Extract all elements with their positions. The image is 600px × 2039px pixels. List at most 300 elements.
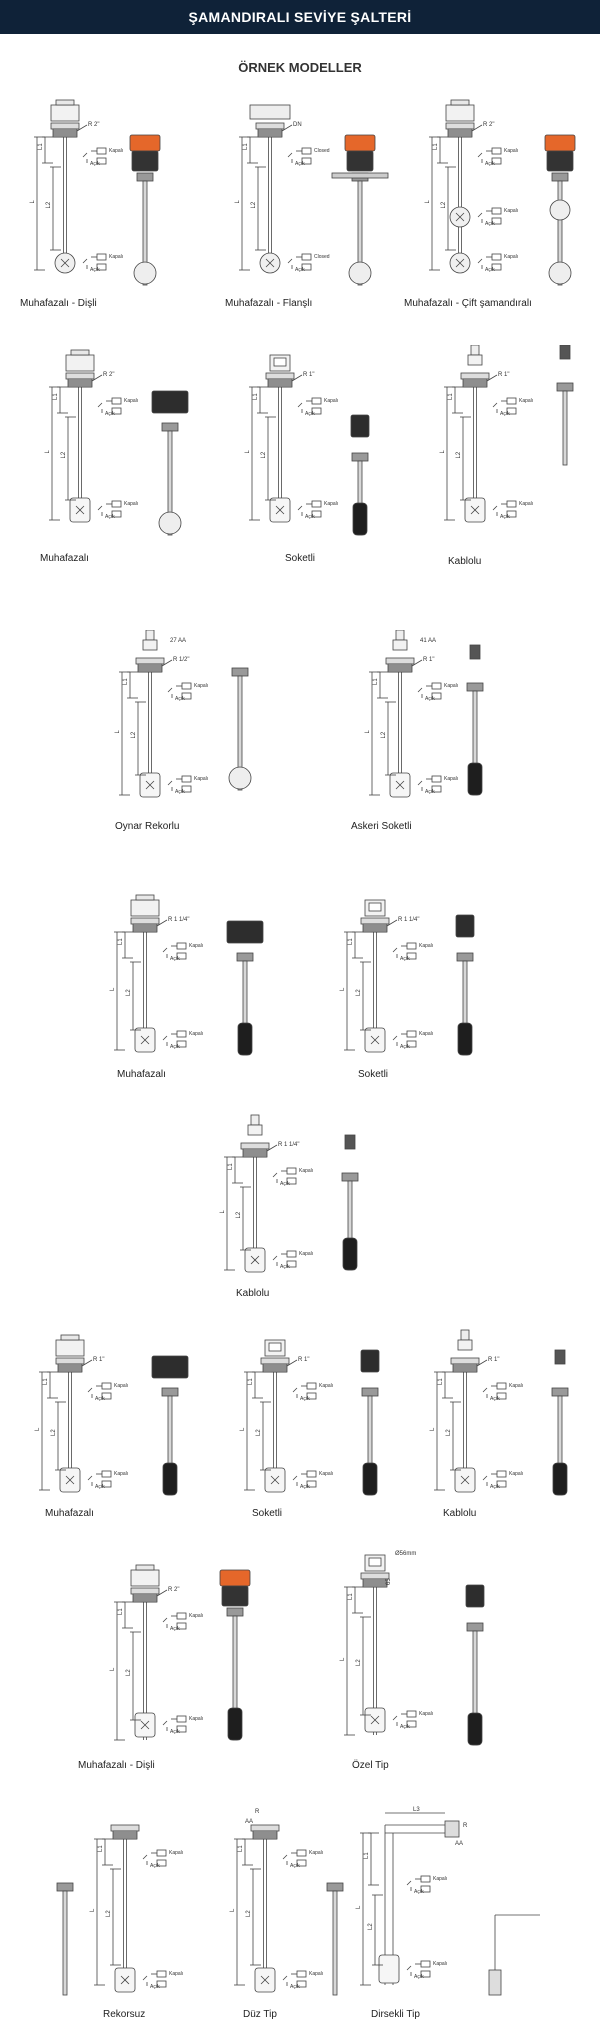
diagram-7 <box>95 630 275 815</box>
socket-face <box>274 358 286 366</box>
dimension-label: L <box>356 1905 362 1909</box>
cable-gland <box>555 1350 565 1364</box>
dimension-label: L <box>115 730 121 734</box>
thread-label: R 1" <box>488 1357 500 1363</box>
page-header <box>0 0 600 34</box>
switch-box <box>287 1168 296 1174</box>
switch-closed-label: Kapalı <box>504 254 519 260</box>
thread-label: R <box>255 1809 260 1815</box>
switch-open-label: Açık <box>290 1984 300 1990</box>
hex-nut <box>256 123 284 129</box>
float-cylinder-black <box>468 763 482 795</box>
thread <box>227 1608 243 1616</box>
cable-head <box>393 640 407 650</box>
thread-label: 27 AA <box>170 638 187 644</box>
switch-open-label: Açık <box>280 1181 290 1187</box>
switch-box <box>312 398 321 404</box>
switch-box <box>421 1876 430 1882</box>
switch-box <box>407 1711 416 1717</box>
switch-open-label: Açık <box>500 514 510 520</box>
switch-box <box>497 1383 506 1389</box>
thread <box>342 1173 358 1181</box>
housing-cap <box>56 100 74 105</box>
thread <box>457 953 473 961</box>
fitting <box>445 1821 459 1837</box>
model-caption: Kablolu <box>448 556 482 567</box>
orange-housing-cover <box>345 135 375 151</box>
switch-open-label: Açık <box>170 1729 180 1735</box>
rod-end <box>489 1970 501 1995</box>
drawing-line <box>293 1476 297 1480</box>
cable-gland <box>560 345 570 359</box>
hex-nut <box>56 1358 84 1364</box>
housing-cap <box>71 350 89 355</box>
model-caption: Muhafazalı - Dişli <box>20 298 97 309</box>
switch-box <box>507 501 516 507</box>
model-caption: Kablolu <box>236 1288 270 1299</box>
float-cylinder-black <box>458 1023 472 1055</box>
drawing-line <box>83 259 87 263</box>
rod <box>333 1891 337 1995</box>
diagram-16 <box>325 1535 525 1760</box>
dimension-label: L1 <box>253 393 259 400</box>
switch-box <box>182 683 191 689</box>
switch-open-label: Açık <box>425 789 435 795</box>
switch-box <box>407 1031 416 1037</box>
cable-head <box>248 1125 262 1135</box>
thread-label: AA <box>245 1819 254 1825</box>
drawing-line <box>493 506 497 510</box>
thread-label: AA <box>455 1841 464 1847</box>
diagram-12 <box>15 1325 200 1505</box>
switch-box <box>177 943 186 949</box>
drawing-line <box>83 153 87 157</box>
switch-box <box>432 683 441 689</box>
drawing-line <box>163 1618 167 1622</box>
switch-closed-label: Kapalı <box>109 148 124 154</box>
drawing-line <box>418 688 422 692</box>
hex-nut <box>51 123 79 129</box>
black-housing <box>152 1356 188 1378</box>
switch-open-label: Açık <box>485 267 495 273</box>
switch-open-label: Açık <box>295 267 305 273</box>
dimension-label: L2 <box>106 1910 112 1917</box>
socket-connector <box>361 1350 379 1372</box>
switch-box <box>297 1850 306 1856</box>
dimension-label: L2 <box>61 451 67 459</box>
switch-open-label: Açık <box>400 1044 410 1050</box>
drawing-line <box>88 1476 92 1480</box>
switch-closed-label: Kapalı <box>519 501 534 507</box>
model-caption: Askeri Soketli <box>351 821 412 832</box>
hex-nut <box>266 373 294 379</box>
housing <box>131 1570 159 1586</box>
switch-open-label: Açık <box>90 267 100 273</box>
float-ball <box>550 200 570 220</box>
flange <box>332 173 388 178</box>
switch-closed-label: Kapalı <box>194 683 209 689</box>
drawing-line <box>478 153 482 157</box>
switch-closed-label: Kapalı <box>194 776 209 782</box>
switch-closed-label: Kapalı <box>114 1471 129 1477</box>
diagram-11 <box>200 1110 375 1285</box>
dimension-label: L1 <box>438 1378 444 1385</box>
switch-closed-label: Kapalı <box>509 1471 524 1477</box>
housing-cap <box>136 1565 154 1570</box>
dimension-label: L1 <box>348 938 354 945</box>
dimension-label: L2 <box>51 1429 57 1436</box>
switch-box <box>421 1961 430 1967</box>
switch-open-label: Açık <box>400 956 410 962</box>
cable-gland <box>146 630 154 640</box>
hex-nut <box>131 918 159 924</box>
switch-box <box>157 1971 166 1977</box>
switch-box <box>497 1471 506 1477</box>
switch-open-label: Açık <box>305 411 315 417</box>
housing-cap <box>451 100 469 105</box>
dimension-label: L <box>340 987 346 991</box>
thread-label: R 1 1/4" <box>168 917 190 923</box>
housing <box>66 355 94 371</box>
diagram-10 <box>325 885 500 1065</box>
dimension-label: L <box>340 1657 346 1661</box>
model-caption: Kablolu <box>443 1508 477 1519</box>
model-caption: Rekorsuz <box>103 2009 146 2020</box>
dimension-label: L2 <box>236 1211 242 1219</box>
float-ball <box>159 512 181 534</box>
diagram-2 <box>220 95 400 295</box>
hex-nut <box>251 1825 279 1831</box>
diagram-4 <box>15 345 195 545</box>
thread-label: R 2" <box>88 122 100 128</box>
switch-open-label: Açık <box>150 1984 160 1990</box>
thread-label: R 2" <box>168 1587 180 1593</box>
cable-gland <box>470 645 480 659</box>
dimension-label: L2 <box>126 989 132 996</box>
dimension-label: 65 <box>386 1578 392 1585</box>
switch-closed-label: Kapalı <box>189 1716 204 1722</box>
dimension-label: L <box>35 1427 41 1431</box>
socket-connector <box>351 415 369 437</box>
dimension-label: L3 <box>413 1807 420 1813</box>
thread <box>557 383 573 391</box>
section-title: ÖRNEK MODELLER <box>238 60 362 75</box>
drawing-line <box>163 1721 167 1725</box>
thread <box>362 1388 378 1396</box>
float-cylinder-black <box>468 1713 482 1745</box>
dimension-label: L2 <box>46 201 52 209</box>
switch-open-label: Açık <box>485 161 495 167</box>
model-caption: Muhafazalı - Çift şamandıralı <box>404 298 532 309</box>
black-housing <box>152 391 188 413</box>
socket-connector <box>456 915 474 937</box>
dimension-label: L1 <box>118 1608 124 1615</box>
dimension-label: L <box>240 1427 246 1431</box>
hex-nut <box>451 1358 479 1364</box>
cable-gland <box>471 345 479 355</box>
drawing-line <box>298 506 302 510</box>
drawing-line <box>493 403 497 407</box>
orange-housing-cover <box>220 1570 250 1586</box>
switch-box <box>97 148 106 154</box>
dimension-label: L <box>430 1427 436 1431</box>
switch-closed-label: Kapalı <box>124 398 139 404</box>
switch-box <box>182 776 191 782</box>
float-cylinder <box>379 1955 399 1983</box>
housing-body <box>222 1586 248 1606</box>
float-cylinder-black <box>353 503 367 535</box>
socket-face <box>269 1343 281 1351</box>
switch-closed-label: Kapalı <box>509 1383 524 1389</box>
dimension-label: L1 <box>238 1845 244 1852</box>
housing <box>131 900 159 916</box>
dimension-label: L2 <box>126 1669 132 1676</box>
hex-nut <box>131 1588 159 1594</box>
switch-box <box>312 501 321 507</box>
switch-closed-label: Kapalı <box>504 148 519 154</box>
drawing-line <box>273 1256 277 1260</box>
float-ball <box>549 262 571 284</box>
switch-open-label: Açık <box>90 161 100 167</box>
housing-cap <box>61 1335 79 1340</box>
thread-label: R 1" <box>498 372 510 378</box>
dimension-label: L <box>230 1908 236 1912</box>
dimension-label: L2 <box>441 201 447 209</box>
hex-nut <box>446 123 474 129</box>
drawing-line <box>418 781 422 785</box>
drawing-line <box>273 1173 277 1177</box>
switch-box <box>307 1383 316 1389</box>
switch-closed-label: Closed <box>314 254 330 260</box>
drawing-line <box>393 1716 397 1720</box>
model-caption: Muhafazalı - Dişli <box>78 1760 155 1771</box>
hex-nut <box>361 918 389 924</box>
switch-closed-label: Kapalı <box>319 1383 334 1389</box>
socket-face <box>369 1558 381 1566</box>
drawing-line <box>288 259 292 263</box>
page-title: ŞAMANDIRALI SEVİYE ŞALTERİ <box>188 9 412 25</box>
drawing-line <box>298 403 302 407</box>
dimension-label: L <box>440 450 446 454</box>
rod <box>563 391 567 465</box>
cable-gland <box>345 1135 355 1149</box>
dimension-label: L2 <box>446 1429 452 1436</box>
model-caption: Dirsekli Tip <box>371 2009 420 2020</box>
drawing-line <box>478 213 482 217</box>
switch-open-label: Açık <box>280 1264 290 1270</box>
model-caption: Özel Tip <box>352 1760 389 1771</box>
cable-head <box>143 640 157 650</box>
float-ball <box>134 262 156 284</box>
dimension-label: L <box>45 450 51 454</box>
dimension-label: L1 <box>348 1593 354 1600</box>
switch-closed-label: Kapalı <box>419 1031 434 1037</box>
housing <box>51 105 79 121</box>
dimension-label: L <box>90 1908 96 1912</box>
drawing-line <box>288 153 292 157</box>
switch-box <box>302 254 311 260</box>
dimension-label: L1 <box>43 1378 49 1385</box>
thread-label: R 2" <box>483 122 495 128</box>
dimension-label: L <box>425 200 431 204</box>
dimension-label: L1 <box>123 678 129 685</box>
float-cylinder-black <box>553 1463 567 1495</box>
thread-label: R 1 1/4" <box>278 1142 300 1148</box>
switch-closed-label: Kapalı <box>189 1031 204 1037</box>
diagram-1 <box>15 95 175 295</box>
diagram-18 <box>225 1805 355 2005</box>
dimension-label: L1 <box>228 1163 234 1170</box>
thread-label: R 1" <box>93 1357 105 1363</box>
switch-box <box>432 776 441 782</box>
model-caption: Oynar Rekorlu <box>115 821 180 832</box>
hex-nut <box>361 1573 389 1579</box>
switch-open-label: Açık <box>490 1484 500 1490</box>
hex-nut <box>111 1825 139 1831</box>
switch-closed-label: Kapalı <box>189 1613 204 1619</box>
switch-open-label: Açık <box>485 221 495 227</box>
diagram-5 <box>225 345 385 545</box>
thread <box>162 1388 178 1396</box>
switch-box <box>507 398 516 404</box>
dimension-label: L1 <box>448 393 454 400</box>
switch-closed-label: Kapalı <box>324 398 339 404</box>
float-cylinder-black <box>228 1708 242 1740</box>
switch-open-label: Açık <box>400 1724 410 1730</box>
drawing-line <box>283 1855 287 1859</box>
model-caption: Soketli <box>358 1069 389 1080</box>
thread <box>352 453 368 461</box>
thread-label: R 1" <box>298 1357 310 1363</box>
switch-box <box>177 1613 186 1619</box>
switch-open-label: Açık <box>414 1889 424 1895</box>
switch-open-label: Açık <box>500 411 510 417</box>
dimension-label: L2 <box>261 451 267 459</box>
switch-box <box>287 1251 296 1257</box>
drawing-line <box>283 1976 287 1980</box>
dimension-label: L1 <box>118 938 124 945</box>
housing <box>250 105 290 119</box>
hex-nut <box>66 373 94 379</box>
model-caption: Muhafazalı <box>117 1069 166 1080</box>
thread <box>327 1883 343 1891</box>
thread <box>552 173 568 181</box>
diagram-6 <box>425 345 590 545</box>
drawing-line <box>143 1976 147 1980</box>
dimension-label: L2 <box>456 451 462 459</box>
diagram-19 <box>345 1805 585 2005</box>
dimension-label: L2 <box>131 731 137 739</box>
dimension-label: L2 <box>356 989 362 996</box>
dimension-label: L1 <box>433 143 439 150</box>
drawing-line <box>98 506 102 510</box>
diagram-14 <box>415 1325 590 1505</box>
drawing-line <box>163 948 167 952</box>
hex-nut <box>261 1358 289 1364</box>
dimension-label: L2 <box>368 1923 374 1930</box>
model-caption: Muhafazalı <box>40 553 89 564</box>
thread <box>552 1388 568 1396</box>
model-caption: Soketli <box>285 553 316 564</box>
switch-open-label: Açık <box>150 1863 160 1869</box>
switch-box <box>297 1971 306 1977</box>
switch-open-label: Açık <box>170 956 180 962</box>
dimension-label: L1 <box>38 143 44 150</box>
housing <box>446 105 474 121</box>
drawing-line <box>407 1966 411 1970</box>
switch-open-label: Açık <box>295 161 305 167</box>
diagram-13 <box>220 1325 400 1505</box>
thread-label: R 1" <box>303 372 315 378</box>
switch-box <box>492 148 501 154</box>
dimension-label: L1 <box>248 1378 254 1385</box>
thread-label: R <box>463 1823 468 1829</box>
switch-closed-label: Kapalı <box>169 1850 184 1856</box>
thread-label: DN <box>293 122 302 128</box>
dimension-label: L <box>110 987 116 991</box>
switch-open-label: Açık <box>425 696 435 702</box>
drawing-line <box>483 1388 487 1392</box>
rod <box>63 1891 67 1995</box>
dimension-label: L1 <box>53 393 59 400</box>
dimension-label: L1 <box>364 1852 370 1859</box>
cable-head <box>458 1340 472 1350</box>
drawing-line <box>393 948 397 952</box>
switch-closed-label: Kapalı <box>124 501 139 507</box>
switch-open-label: Açık <box>490 1396 500 1402</box>
switch-box <box>157 1850 166 1856</box>
switch-closed-label: Kapalı <box>444 776 459 782</box>
switch-open-label: Açık <box>170 1626 180 1632</box>
thread <box>467 1623 483 1631</box>
switch-open-label: Açık <box>170 1044 180 1050</box>
dimension-label: L <box>30 200 36 204</box>
housing-body <box>347 151 373 171</box>
drawing-line <box>483 1476 487 1480</box>
switch-open-label: Açık <box>105 514 115 520</box>
dimension-label: L2 <box>251 201 257 209</box>
switch-closed-label: Kapalı <box>114 1383 129 1389</box>
drawing-line <box>478 259 482 263</box>
orange-housing-cover <box>130 135 160 151</box>
switch-closed-label: Kapalı <box>444 683 459 689</box>
hex-nut <box>136 658 164 664</box>
diagram-17 <box>55 1805 215 2005</box>
thread <box>137 173 153 181</box>
black-housing <box>227 921 263 943</box>
switch-box <box>307 1471 316 1477</box>
housing-body <box>132 151 158 171</box>
switch-box <box>102 1471 111 1477</box>
switch-closed-label: Kapalı <box>433 1961 448 1967</box>
switch-box <box>97 254 106 260</box>
switch-open-label: Açık <box>414 1974 424 1980</box>
float-ball <box>229 767 251 789</box>
switch-open-label: Açık <box>95 1396 105 1402</box>
dimension-label: L2 <box>356 1659 362 1666</box>
drawing-line <box>143 1855 147 1859</box>
cable-gland <box>396 630 404 640</box>
switch-box <box>407 943 416 949</box>
switch-open-label: Açık <box>105 411 115 417</box>
switch-open-label: Açık <box>175 789 185 795</box>
diameter-label: Ø56mm <box>395 1551 417 1557</box>
float-cylinder-black <box>238 1023 252 1055</box>
thread-label: R 1/2" <box>173 657 190 663</box>
dimension-label: L <box>220 1210 226 1214</box>
diagram-8 <box>345 630 505 815</box>
thread <box>467 683 483 691</box>
